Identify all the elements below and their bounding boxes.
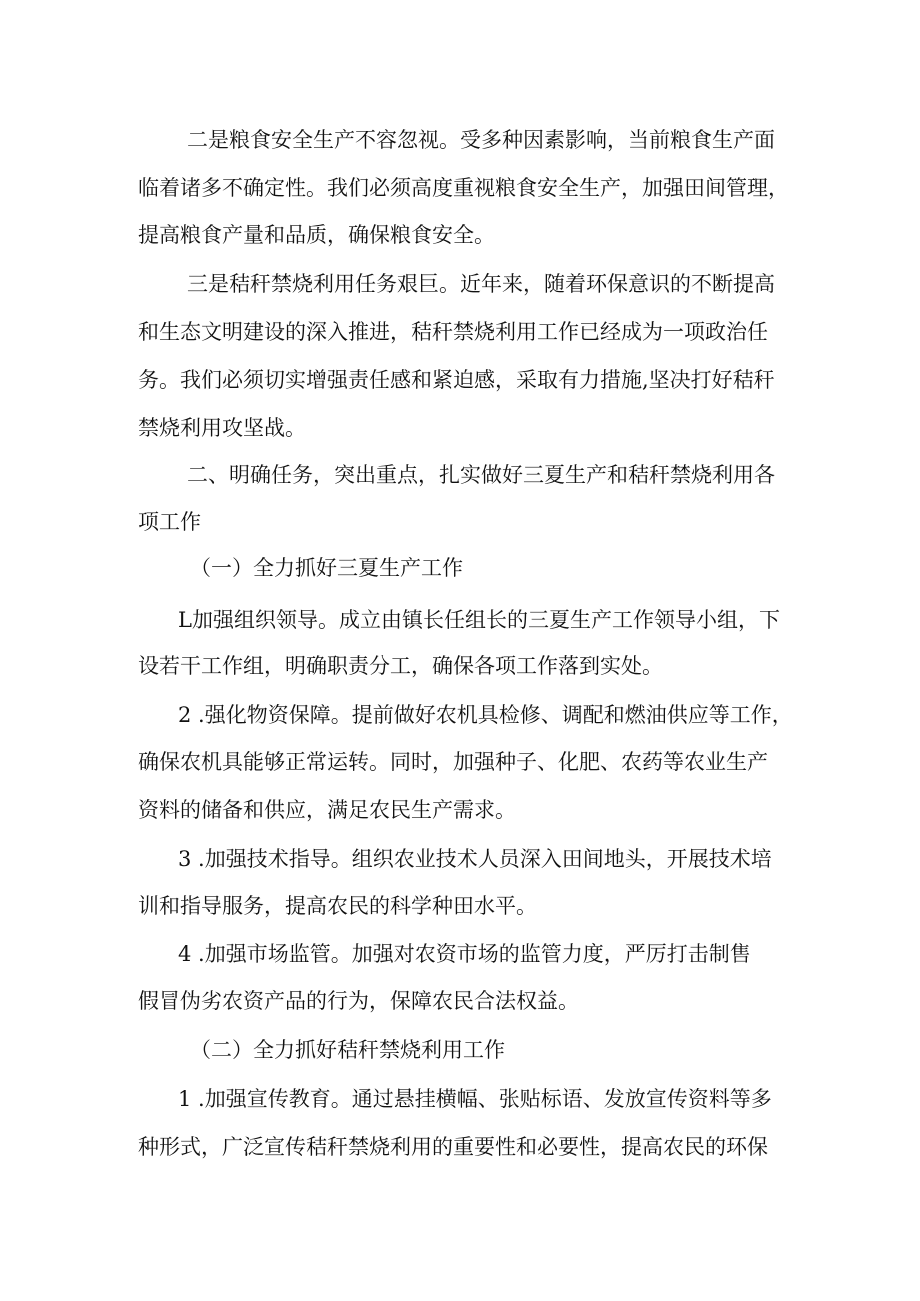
text-line: L加强组织领导。成立由镇长任组长的三夏生产工作领导小组，下 xyxy=(178,608,780,632)
text-line: 2 .强化物资保障。提前做好农机具检修、调配和燃油供应等工作， xyxy=(178,703,793,727)
text-line: 3 .加强技术指导。组织农业技术人员深入田间地头，开展技术培 xyxy=(178,847,772,871)
text-line: 二、明确任务，突出重点，扎实做好三夏生产和秸秆禁烧利用各 xyxy=(187,463,775,487)
text-line: 假冒伪劣农资产品的行为，保障农民合法权益。 xyxy=(138,989,579,1013)
text-line: （二）全力抓好秸秆禁烧利用工作 xyxy=(190,1038,505,1062)
text-line: 种形式，广泛宣传秸秆禁烧利用的重要性和必要性，提高农民的环保 xyxy=(138,1135,768,1159)
text-line: 1 .加强宣传教育。通过悬挂横幅、张贴标语、发放宣传资料等多 xyxy=(178,1087,772,1111)
text-line: 4 .加强市场监管。加强对农资市场的监管力度，严厉打击制售 xyxy=(178,942,751,966)
text-line: 和生态文明建设的深入推进，秸秆禁烧利用工作已经成为一项政治任 xyxy=(138,320,768,344)
text-line: 禁烧利用攻坚战。 xyxy=(138,416,306,440)
text-line: 确保农机具能够正常运转。同时，加强种子、化肥、农药等农业生产 xyxy=(138,750,768,774)
text-line: 三是秸秆禁烧利用任务艰巨。近年来，随着环保意识的不断提高 xyxy=(187,272,775,296)
text-line: 务。我们必须切实增强责任感和紧迫感，采取有力措施,坚决打好秸秆 xyxy=(138,368,775,392)
text-line: 提高粮食产量和品质，确保粮食安全。 xyxy=(138,223,495,247)
text-line: 项工作 xyxy=(138,510,201,534)
text-line: 临着诸多不确定性。我们必须高度重视粮食安全生产，加强田间管理， xyxy=(138,176,789,200)
text-line: 设若干工作组，明确职责分工，确保各项工作落到实处。 xyxy=(138,654,663,678)
text-line: 二是粮食安全生产不容忽视。受多种因素影响，当前粮食生产面 xyxy=(187,128,775,152)
text-line: （一）全力抓好三夏生产工作 xyxy=(190,556,463,580)
text-line: 训和指导服务，提高农民的科学种田水平。 xyxy=(138,894,537,918)
text-line: 资料的储备和供应，满足农民生产需求。 xyxy=(138,798,516,822)
